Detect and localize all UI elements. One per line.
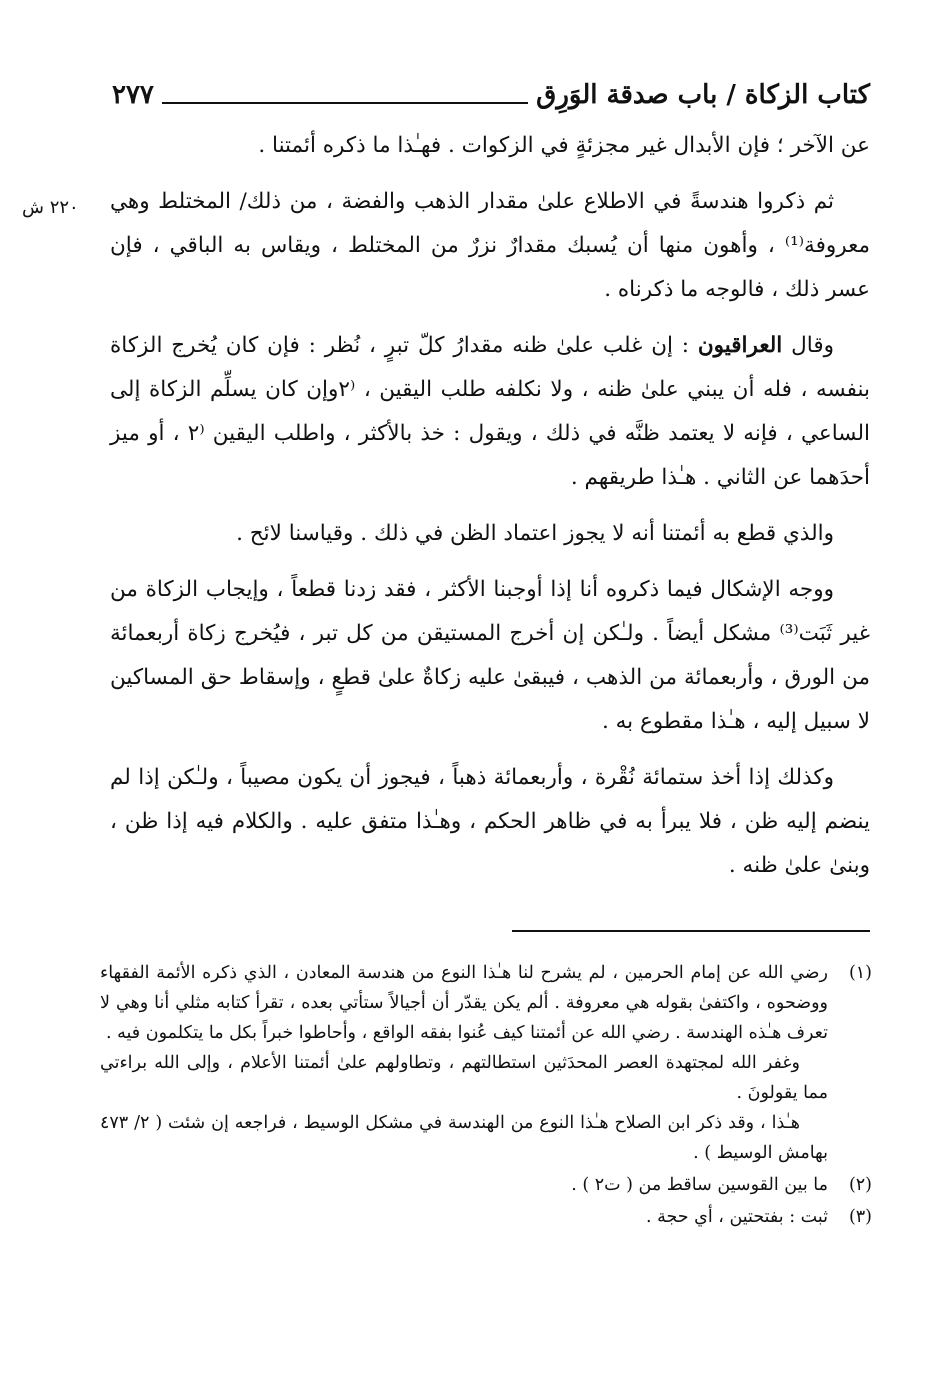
page-number: ٢٧٧ (112, 80, 154, 110)
running-title: كتاب الزكاة / باب صدقة الوَرِق (536, 80, 870, 110)
paragraph-lead: وقال (791, 333, 834, 358)
paragraph-rest: : إن غلب علىٰ ظنه مقدارُ كلّ تبرٍ ، نُظر : فإن كان يُخرج الزكاة بنفسه ، فله أن يبني علىٰ ظنه ، ولا نكلفه طلب اليقين ، ⁽٢وإن كان يسلِّم الزكاة إلى الساعي ، فإنه لا يعتمد ظنَّه في ذلك ، ويقول : خذ بالأكثر ، واطلب اليقين ⁽٢ ، أو ميز أحدَهما عن الثاني . هـٰذا طريقهم . (110, 333, 870, 490)
paragraph: ثم ذكروا هندسةً في الاطلاع علىٰ مقدار الذهب والفضة ، من ذلك/ المختلط وهي معروفة⁽¹⁾ ، وأهون منها أن يُسبك مقدارٌ نزرٌ من المختلط ، ويقاس به الباقي ، فإن عسر ذلك ، فالوجه ما ذكرناه . (110, 189, 870, 302)
footnote-continuation: هـٰذا ، وقد ذكر ابن الصلاح هـٰذا النوع من الهندسة في مشكل الوسيط ، فراجعه إن شئت ( ٢/ ٤٧٣ بهامش الوسيط ) . (100, 1113, 828, 1163)
footnote (100, 958, 872, 1168)
main-text (110, 124, 870, 900)
page-header (112, 72, 870, 112)
footnote-number: (٣) (848, 1207, 872, 1227)
footnote-text: ما بين القوسين ساقط من ( ت٢ ) . (571, 1175, 828, 1195)
paragraph: والذي قطع به أئمتنا أنه لا يجوز اعتماد الظن في ذلك . وقياسنا لائح . (236, 521, 834, 546)
paragraph: وكذلك إذا أخذ ستمائة نُقْرة ، وأربعمائة ذهباً ، فيجوز أن يكون مصيباً ، ولـٰكن إذا لم ينضم إليه ظن ، فلا يبرأ به في ظاهر الحكم ، وهـٰذا متفق عليه . والكلام فيه إذا ظن ، وبنىٰ علىٰ ظنه . (110, 765, 870, 878)
paragraph-continuation: عن الآخر ؛ فإن الأبدال غير مجزئةٍ في الزكوات . فهـٰذا ما ذكره أئمتنا . (258, 133, 870, 158)
footnotes (100, 958, 872, 1234)
footnote-continuation: وغفر الله لمجتهدة العصر المحدَثين استطالتهم ، وتطاولهم علىٰ أئمتنا الأعلام ، وإلى الله براءتي مما يقولونَ . (100, 1053, 828, 1103)
footnote-number: (١) (848, 963, 872, 983)
footnote-text: ثبت : بفتحتين ، أي حجة . (645, 1207, 828, 1227)
margin-page-reference: ٢٢٠ ش (22, 197, 79, 218)
header-rule (162, 102, 528, 104)
footnote-separator (512, 930, 870, 932)
footnote-number: (٢) (848, 1175, 872, 1195)
footnote-body: رضي الله عن إمام الحرمين ، لم يشرح لنا هـٰذا النوع من هندسة المعادن ، الذي ذكره الأئمة الفقهاء ووضحوه ، واكتفىٰ بقوله هي معروفة . ألم يكن يقدّر أن أجيالاً ستأتي بعده ، تقرأ كتابه مثلي أنا وهي لا تعرف هـٰذه الهندسة . رضي الله عن أئمتنا كيف عُنوا بفقه الواقع ، وأحاطوا خبراً بكل ما يتكلمون فيه . (100, 963, 828, 1043)
paragraph: ووجه الإشكال فيما ذكروه أنا إذا أوجبنا الأكثر ، فقد زدنا قطعاً ، وإيجاب الزكاة من غير ثَبَت⁽³⁾ مشكل أيضاً . ولـٰكن إن أخرج المستيقن من كل تبر ، فيُخرج زكاة أربعمائة من الورق ، وأربعمائة من الذهب ، فيبقىٰ عليه زكاةٌ علىٰ قطعٍ ، وإسقاط حق المساكين لا سبيل إليه ، هـٰذا مقطوع به . (110, 577, 870, 734)
footnote-text (100, 958, 828, 1168)
bold-term: العراقيون (697, 333, 783, 358)
paragraph-iraqis (110, 324, 870, 500)
footnote (100, 1202, 872, 1232)
footnote (100, 1170, 872, 1200)
